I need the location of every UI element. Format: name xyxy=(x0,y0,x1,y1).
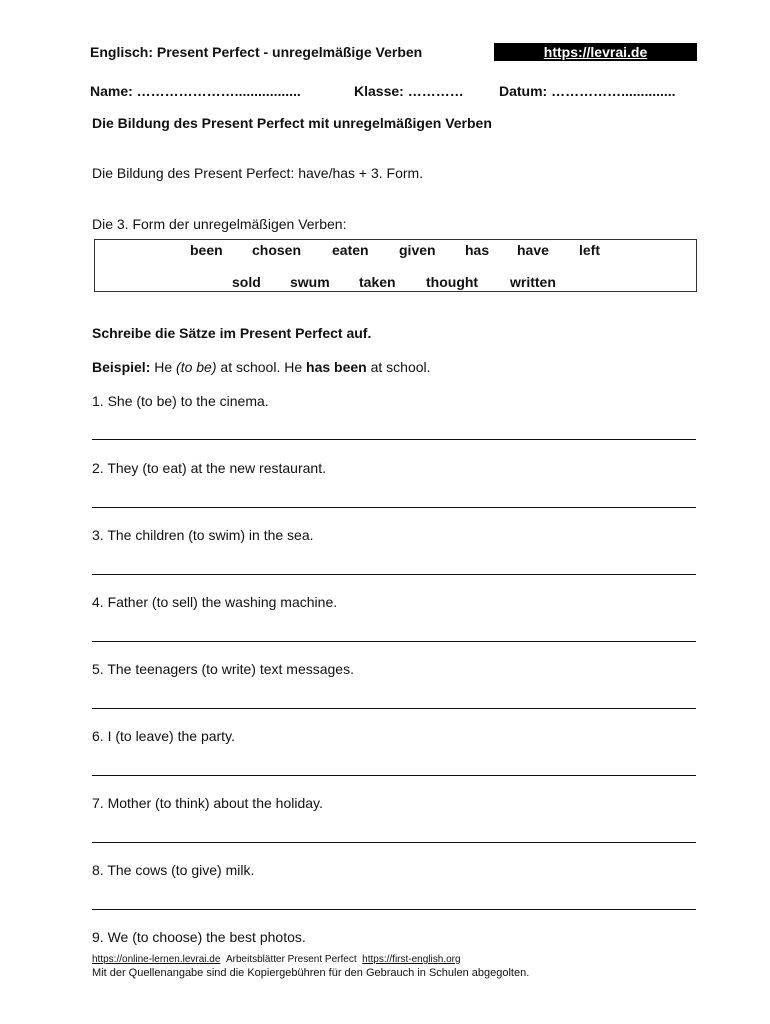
answer-line[interactable] xyxy=(92,641,696,642)
example-answer: has been xyxy=(306,359,367,375)
example-middle: at school. He xyxy=(220,359,303,375)
exercise-item: 9. We (to choose) the best photos. xyxy=(92,929,306,945)
example-hint: (to be) xyxy=(176,359,217,375)
exercise-heading: Schreibe die Sätze im Present Perfect auf. xyxy=(92,325,372,341)
answer-line[interactable] xyxy=(92,439,696,440)
section-heading-formation: Die Bildung des Present Perfect mit unregelmäßigen Verben xyxy=(92,115,492,131)
footer-link-online-lernen[interactable]: https://online-lernen.levrai.de xyxy=(92,954,221,965)
class-field: Klasse: ………… xyxy=(354,83,464,99)
verb-word: have xyxy=(517,242,549,258)
date-field: Datum: …………….............. xyxy=(499,83,676,99)
exercise-item: 6. I (to leave) the party. xyxy=(92,728,235,744)
exercise-item: 1. She (to be) to the cinema. xyxy=(92,393,269,409)
verb-word: swum xyxy=(290,274,330,290)
example-end: at school. xyxy=(370,359,431,375)
verb-word: written xyxy=(510,274,556,290)
example-subject: He xyxy=(154,359,173,375)
verb-word: thought xyxy=(426,274,479,290)
formation-rule: Die Bildung des Present Perfect: have/has + 3. Form. xyxy=(92,165,424,181)
answer-line[interactable] xyxy=(92,909,696,910)
verb-word: been xyxy=(190,242,223,258)
footer-copyright-note: Mit der Quellenangabe sind die Kopiergebühren für den Gebrauch in Schulen abgegolten. xyxy=(92,967,530,979)
verb-word: eaten xyxy=(332,242,369,258)
worksheet-title: Englisch: Present Perfect - unregelmäßige Verben xyxy=(90,44,423,60)
verb-list-intro: Die 3. Form der unregelmäßigen Verben: xyxy=(92,216,347,232)
verb-word: sold xyxy=(232,274,261,290)
exercise-item: 5. The teenagers (to write) text messages. xyxy=(92,661,354,677)
exercise-item: 4. Father (to sell) the washing machine. xyxy=(92,594,338,610)
verb-word: left xyxy=(579,242,600,258)
example-label: Beispiel: xyxy=(92,359,151,375)
footer-links xyxy=(92,954,461,965)
footer-middle-text: Arbeitsblätter Present Perfect xyxy=(225,954,357,965)
verb-word: taken xyxy=(359,274,396,290)
answer-line[interactable] xyxy=(92,775,696,776)
verb-box xyxy=(94,239,697,292)
site-url-banner[interactable] xyxy=(494,43,697,61)
verb-word: given xyxy=(399,242,436,258)
site-url-link[interactable]: https://levrai.de xyxy=(543,44,648,60)
verb-word: has xyxy=(465,242,490,258)
verb-word: chosen xyxy=(252,242,302,258)
name-field: Name: …………………................. xyxy=(90,83,301,99)
example-sentence xyxy=(92,359,431,375)
answer-line[interactable] xyxy=(92,507,696,508)
exercise-item: 3. The children (to swim) in the sea. xyxy=(92,527,314,543)
answer-line[interactable] xyxy=(92,708,696,709)
exercise-item: 8. The cows (to give) milk. xyxy=(92,862,255,878)
footer-link-first-english[interactable]: https://first-english.org xyxy=(362,954,461,965)
exercise-item: 7. Mother (to think) about the holiday. xyxy=(92,795,323,811)
answer-line[interactable] xyxy=(92,842,696,843)
exercise-item: 2. They (to eat) at the new restaurant. xyxy=(92,460,326,476)
answer-line[interactable] xyxy=(92,574,696,575)
